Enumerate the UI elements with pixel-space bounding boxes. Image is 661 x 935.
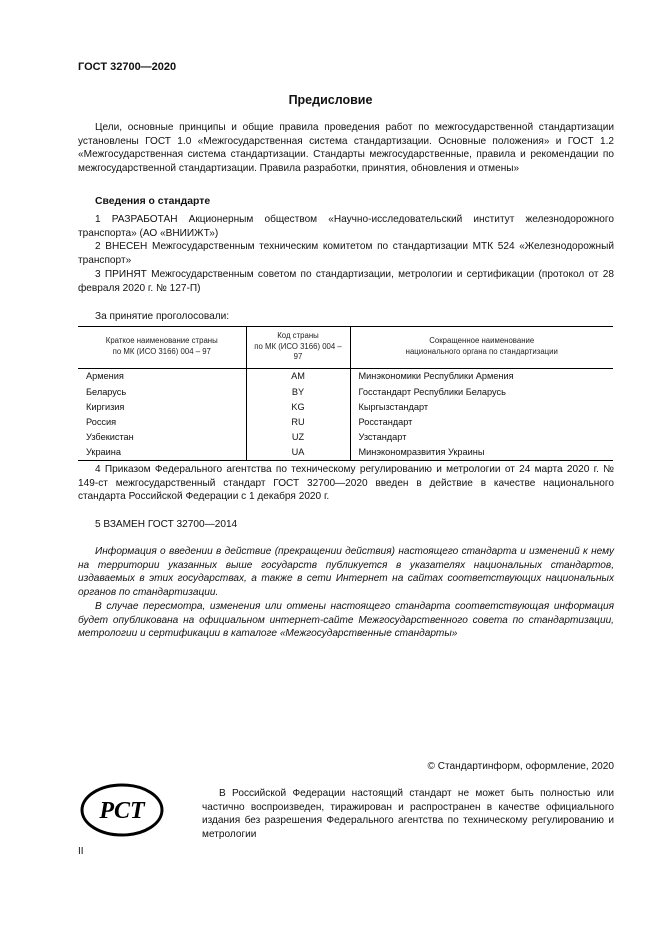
item-replaces: 5 ВЗАМЕН ГОСТ 32700—2014 (95, 519, 238, 530)
vote-label: За принятие проголосовали: (95, 311, 230, 322)
header-code: Код страны по МК (ИСО 3166) 004 – 97 (246, 327, 350, 369)
cell-country: Беларусь (86, 387, 127, 397)
logo-text: РСТ (99, 798, 145, 824)
copyright-notice: © Стандартинформ, оформление, 2020 (427, 761, 614, 772)
voting-table (78, 326, 613, 461)
standard-info-list (78, 213, 614, 295)
intro-text: Цели, основные принципы и общие правила проведения работ по межгосударственной стандартизации установлены ГОСТ 1.0 «Межгосударственная система стандартизации. Основные положения» и ГОСТ 1.2 «Межгосударственная система стандартизации. Стандарты межгосударственные, правила и рекомендации по межгосударственной стандартизации. Правила разработки, принятия, обновления и отмены» (78, 122, 614, 175)
info-revision: В случае пересмотра, изменения или отмены настоящего стандарта соответствующая информация будет опубликована на официальном интернет-сайте Межгосударственного совета по стандартизации, метрологии и сертификации в каталоге «Межгосударственные стандарты» (78, 600, 614, 640)
cell-body: Госстандарт Республики Беларусь (350, 385, 613, 400)
item-developed: 1 РАЗРАБОТАН Акционерным обществом «Научно-исследовательский институт железнодорожного транспорта» (АО «ВНИИЖТ») (78, 214, 614, 239)
cell-body: Минэкономики Республики Армения (350, 368, 613, 385)
cell-body: Узстандарт (350, 430, 613, 445)
header-country: Краткое наименование страны по МК (ИСО 3166) 004 – 97 (78, 327, 246, 369)
header-body: Сокращенное наименование национального органа по стандартизации (350, 327, 613, 369)
cell-body: Минэкономразвития Украины (350, 445, 613, 461)
legal-notice (202, 787, 614, 842)
cell-body: Росстандарт (350, 415, 613, 430)
page-number: II (78, 846, 84, 857)
table-row (78, 368, 613, 385)
cell-code: RU (246, 415, 350, 430)
replaces-paragraph (78, 518, 614, 532)
item-introduced: 2 ВНЕСЕН Межгосударственным техническим комитетом по стандартизации МТК 524 «Железнодорожный транспорт» (78, 241, 614, 267)
cell-code: UA (246, 445, 350, 461)
table-row (78, 385, 613, 400)
info-publication: Информация о введении в действие (прекращении действия) настоящего стандарта и изменений к нему на территории указанных выше государств публикуется в указателях национальных стандартов, издаваемых в этих государствах, а также в сети Интернет на сайтах соответствующих национальных органов по стандартизации. (78, 546, 614, 599)
table-row (78, 400, 613, 415)
legal-text: В Российской Федерации настоящий стандарт не может быть полностью или частично воспроизведен, тиражирован и распространен в качестве официального издания без разрешения Федерального агентства по техническому регулированию и метрологии (202, 788, 614, 841)
document-code: ГОСТ 32700—2020 (78, 61, 177, 73)
cell-country: Украина (78, 445, 246, 461)
rst-logo-icon (80, 783, 164, 837)
cell-code: AM (246, 368, 350, 385)
section-title: Сведения о стандарте (95, 196, 211, 207)
order-paragraph (78, 463, 614, 504)
page-title: Предисловие (288, 93, 373, 107)
table-row (78, 430, 613, 445)
cell-code: BY (246, 385, 350, 400)
cell-body: Кыргызстандарт (350, 400, 613, 415)
table-row (78, 415, 613, 430)
table-row (78, 445, 613, 461)
item-order: 4 Приказом Федерального агентства по техническому регулированию и метрологии от 24 марта 2020 г. № 149-ст межгосударственный стандарт ГОСТ 32700—2020 введен в действие в качестве национального стандарта Российской Федерации с 1 декабря 2020 г. (78, 464, 614, 503)
intro-paragraph (78, 121, 614, 176)
cell-country: Киргизия (86, 402, 125, 412)
cell-code: UZ (246, 430, 350, 445)
cell-code: KG (246, 400, 350, 415)
cell-country: Узбекистан (86, 432, 134, 442)
cell-country: Армения (86, 371, 124, 382)
publication-info (78, 545, 614, 641)
table-header-row (78, 327, 613, 369)
cell-country: Россия (86, 417, 117, 427)
item-adopted: 3 ПРИНЯТ Межгосударственным советом по стандартизации, метрологии и сертификации (протокол от 28 февраля 2020 г. № 127-П) (78, 268, 614, 294)
